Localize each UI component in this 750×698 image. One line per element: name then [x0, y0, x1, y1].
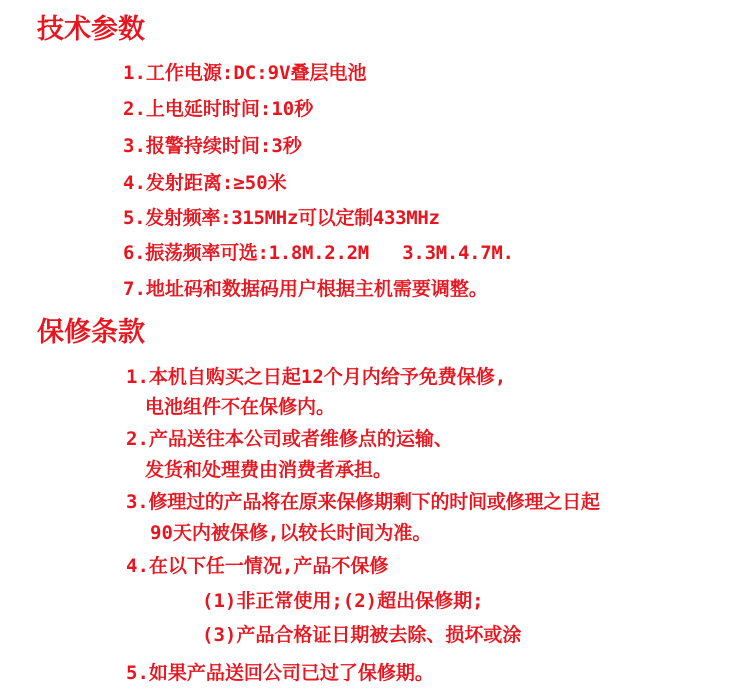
warranty-item-2-line-1: 2.产品送往本公司或者维修点的运输、: [126, 428, 453, 450]
warranty-item-5: 5.如果产品送回公司已过了保修期。: [126, 662, 434, 684]
tech-spec-item: 4.发射距离:≥50米: [123, 172, 287, 194]
warranty-item-4-sub-2: (3)产品合格证日期被去除、损坏或涂: [202, 624, 522, 646]
tech-spec-item: 7.地址码和数据码用户根据主机需要调整。: [123, 278, 488, 300]
tech-spec-title: 技术参数: [37, 14, 145, 45]
tech-spec-item: 1.工作电源:DC:9V叠层电池: [123, 62, 367, 84]
warranty-title: 保修条款: [37, 317, 145, 348]
tech-spec-item: 3.报警持续时间:3秒: [123, 135, 302, 157]
warranty-item-1-line-2: 电池组件不在保修内。: [145, 396, 336, 418]
tech-spec-item: 5.发射频率:315MHz可以定制433MHz: [123, 207, 440, 229]
tech-spec-item: 2.上电延时时间:10秒: [123, 98, 314, 120]
tech-spec-item: 6.振荡频率可选:1.8M.2.2M 3.3M.4.7M.: [123, 242, 514, 264]
warranty-item-1-line-1: 1.本机自购买之日起12个月内给予免费保修,: [126, 366, 507, 388]
warranty-item-4-sub-1: (1)非正常使用;(2)超出保修期;: [202, 590, 484, 612]
warranty-item-3-line-2: 90天内被保修,以较长时间为准。: [150, 522, 432, 544]
warranty-item-3-line-1: 3.修理过的产品将在原来保修期剩下的时间或修理之日起: [126, 491, 600, 513]
warranty-item-2-line-2: 发货和处理费由消费者承担。: [145, 459, 393, 481]
warranty-item-4-line-1: 4.在以下任一情况,产品不保修: [126, 555, 389, 577]
